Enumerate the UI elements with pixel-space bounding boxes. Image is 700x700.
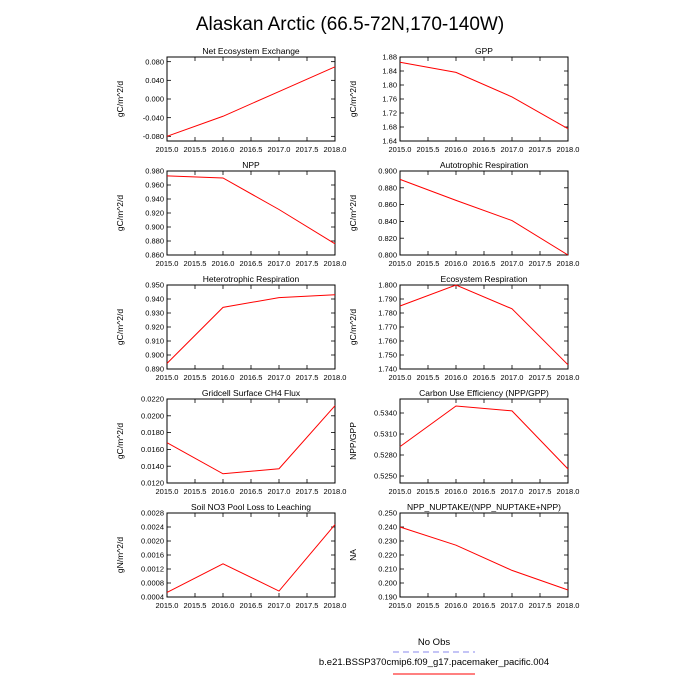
- x-tick-label: 2015.0: [155, 259, 179, 268]
- panel-title: Autotrophic Respiration: [439, 160, 529, 170]
- y-tick-label: 1.800: [378, 280, 397, 290]
- y-tick-label: 0.190: [378, 592, 397, 602]
- y-tick-label: 0.040: [145, 75, 164, 85]
- x-tick-label: 2017.0: [267, 145, 291, 154]
- panel-title: Net Ecosystem Exchange: [202, 46, 300, 56]
- panel-4: [115, 274, 346, 382]
- x-tick-label: 2015.0: [155, 487, 179, 496]
- x-tick-label: 2015.0: [388, 259, 412, 268]
- panel-3: [348, 160, 579, 268]
- panel-1: [348, 46, 579, 154]
- x-tick-label: 2017.0: [267, 487, 291, 496]
- y-axis-label: gC/m^2/d: [348, 194, 358, 232]
- y-tick-label: 1.64: [382, 136, 397, 146]
- y-tick-label: 0.250: [378, 508, 397, 518]
- x-tick-label: 2017.5: [528, 145, 552, 154]
- y-tick-label: 0.0028: [141, 508, 164, 518]
- y-tick-label: 0.980: [145, 166, 164, 176]
- x-tick-label: 2017.0: [500, 487, 524, 496]
- y-tick-label: 0.5250: [374, 471, 397, 481]
- x-tick-label: 2015.5: [183, 145, 207, 154]
- y-tick-label: 0.220: [378, 550, 397, 560]
- x-tick-label: 2018.0: [556, 145, 580, 154]
- x-tick-label: 2015.5: [183, 487, 207, 496]
- panel-6: [115, 388, 346, 496]
- panel-title: Heterotrophic Respiration: [202, 274, 300, 284]
- x-tick-label: 2016.5: [239, 487, 263, 496]
- plot-frame: [400, 399, 568, 483]
- x-tick-label: 2016.5: [472, 487, 496, 496]
- figure-title: Alaskan Arctic (66.5-72N,170-140W): [195, 14, 505, 35]
- x-tick-label: 2018.0: [323, 145, 347, 154]
- series-line: [400, 62, 568, 129]
- series-line: [167, 406, 335, 474]
- y-tick-label: 1.760: [378, 336, 397, 346]
- x-tick-label: 2016.0: [211, 145, 235, 154]
- y-tick-label: 0.840: [378, 217, 397, 226]
- series-line: [167, 295, 335, 364]
- x-tick-label: 2018.0: [556, 487, 580, 496]
- x-tick-label: 2016.0: [444, 373, 468, 382]
- x-tick-label: 2016.0: [211, 259, 235, 268]
- x-tick-label: 2015.5: [183, 373, 207, 382]
- y-tick-label: 0.0024: [141, 522, 164, 532]
- plot-frame: [400, 57, 568, 141]
- series-line: [167, 525, 335, 593]
- x-tick-label: 2017.0: [500, 145, 524, 154]
- series-line: [167, 176, 335, 244]
- x-tick-label: 2016.5: [472, 259, 496, 268]
- y-axis-label: gC/m^2/d: [348, 308, 358, 346]
- y-tick-label: 0.0012: [141, 564, 164, 574]
- x-tick-label: 2015.0: [388, 601, 412, 610]
- panel-7: [348, 388, 579, 496]
- x-tick-label: 2016.5: [472, 601, 496, 610]
- y-tick-label: -0.040: [142, 113, 164, 123]
- x-tick-label: 2015.5: [183, 259, 207, 268]
- x-tick-label: 2016.0: [444, 487, 468, 496]
- x-tick-label: 2015.0: [155, 145, 179, 154]
- x-tick-label: 2016.5: [239, 145, 263, 154]
- y-tick-label: 1.750: [378, 350, 397, 360]
- y-tick-label: 0.920: [145, 322, 164, 332]
- panel-title: Gridcell Surface CH4 Flux: [201, 388, 301, 398]
- x-tick-label: 2015.5: [416, 373, 440, 382]
- y-tick-label: 0.080: [145, 57, 164, 67]
- x-tick-label: 2017.0: [500, 601, 524, 610]
- x-tick-label: 2018.0: [323, 373, 347, 382]
- x-tick-label: 2016.0: [444, 259, 468, 268]
- y-tick-label: 0.860: [145, 250, 164, 260]
- y-tick-label: 1.80: [382, 80, 397, 90]
- plot-frame: [167, 171, 335, 255]
- y-axis-label: NA: [348, 549, 358, 561]
- series-line: [400, 406, 568, 469]
- x-tick-label: 2017.5: [295, 259, 319, 268]
- panel-2: [115, 160, 346, 268]
- x-tick-label: 2017.5: [295, 487, 319, 496]
- x-tick-label: 2017.5: [528, 487, 552, 496]
- series-line: [400, 285, 568, 365]
- y-tick-label: 1.790: [378, 294, 397, 304]
- x-tick-label: 2015.5: [183, 601, 207, 610]
- legend-model-label: b.e21.BSSP370cmip6.f09_g17.pacemaker_pacific.004: [318, 657, 550, 668]
- y-tick-label: 0.960: [145, 180, 164, 190]
- y-tick-label: 0.0160: [141, 445, 164, 454]
- y-tick-label: 1.770: [378, 322, 397, 332]
- plot-frame: [167, 57, 335, 141]
- y-tick-label: 0.880: [378, 183, 397, 193]
- y-tick-label: 0.200: [378, 578, 397, 588]
- y-tick-label: 0.0200: [141, 411, 164, 421]
- x-tick-label: 2017.0: [500, 373, 524, 382]
- y-tick-label: 1.780: [378, 308, 397, 318]
- y-axis-label: gC/m^2/d: [115, 194, 125, 232]
- y-tick-label: 0.0220: [141, 394, 164, 404]
- legend-obs-label: No Obs: [417, 637, 451, 648]
- x-tick-label: 2016.0: [444, 145, 468, 154]
- y-tick-label: 0.950: [145, 280, 164, 290]
- y-tick-label: 0.0016: [141, 550, 164, 560]
- x-tick-label: 2015.0: [155, 373, 179, 382]
- y-tick-label: 0.880: [145, 236, 164, 246]
- x-tick-label: 2017.5: [528, 373, 552, 382]
- panel-9: [348, 502, 579, 610]
- y-tick-label: 1.68: [382, 122, 397, 132]
- y-axis-label: gC/m^2/d: [115, 80, 125, 118]
- x-tick-label: 2015.5: [416, 487, 440, 496]
- plot-frame: [400, 285, 568, 369]
- plot-frame: [400, 171, 568, 255]
- y-tick-label: 0.890: [145, 364, 164, 374]
- x-tick-label: 2017.0: [267, 373, 291, 382]
- x-tick-label: 2015.5: [416, 145, 440, 154]
- panel-5: [348, 274, 579, 382]
- x-tick-label: 2015.0: [155, 601, 179, 610]
- y-axis-label: NPP/GPP: [348, 422, 358, 460]
- y-tick-label: 0.900: [145, 222, 164, 232]
- y-tick-label: 0.5310: [374, 429, 397, 439]
- y-tick-label: 0.930: [145, 308, 164, 318]
- x-tick-label: 2017.0: [267, 601, 291, 610]
- y-axis-label: gC/m^2/d: [348, 80, 358, 118]
- panel-0: [115, 46, 346, 154]
- y-tick-label: 1.84: [382, 66, 397, 76]
- y-tick-label: 0.000: [145, 94, 164, 104]
- series-line: [400, 179, 568, 255]
- y-tick-label: 1.72: [382, 108, 397, 118]
- y-axis-label: gC/m^2/d: [115, 308, 125, 346]
- panel-title: NPP_NUPTAKE/(NPP_NUPTAKE+NPP): [407, 502, 561, 512]
- x-tick-label: 2017.0: [267, 259, 291, 268]
- y-tick-label: 0.0004: [141, 592, 164, 602]
- y-tick-label: 0.0020: [141, 536, 164, 546]
- y-tick-label: 0.5280: [374, 450, 397, 460]
- x-tick-label: 2016.0: [211, 487, 235, 496]
- y-axis-label: gN/m^2/d: [115, 536, 125, 574]
- y-tick-label: 0.910: [145, 336, 164, 346]
- panel-8: [115, 502, 346, 610]
- y-tick-label: 0.860: [378, 200, 397, 210]
- x-tick-label: 2018.0: [323, 487, 347, 496]
- y-tick-label: 1.88: [382, 52, 397, 62]
- series-line: [400, 527, 568, 590]
- y-tick-label: 0.900: [145, 350, 164, 360]
- y-tick-label: 0.940: [145, 194, 164, 204]
- x-tick-label: 2018.0: [323, 601, 347, 610]
- x-tick-label: 2016.5: [239, 259, 263, 268]
- x-tick-label: 2018.0: [323, 259, 347, 268]
- y-tick-label: 0.240: [378, 522, 397, 532]
- x-tick-label: 2017.5: [528, 259, 552, 268]
- y-tick-label: 0.230: [378, 536, 397, 546]
- panel-title: Carbon Use Efficiency (NPP/GPP): [419, 388, 549, 398]
- x-tick-label: 2016.5: [472, 145, 496, 154]
- x-tick-label: 2017.0: [500, 259, 524, 268]
- x-tick-label: 2017.5: [295, 601, 319, 610]
- x-tick-label: 2015.0: [388, 145, 412, 154]
- plot-frame: [400, 513, 568, 597]
- series-line: [167, 67, 335, 137]
- x-tick-label: 2018.0: [556, 601, 580, 610]
- y-tick-label: 0.0120: [141, 478, 164, 488]
- y-tick-label: 0.0140: [141, 461, 164, 471]
- x-tick-label: 2015.0: [388, 487, 412, 496]
- x-tick-label: 2017.5: [295, 373, 319, 382]
- x-tick-label: 2016.0: [211, 601, 235, 610]
- x-tick-label: 2015.0: [388, 373, 412, 382]
- y-tick-label: 0.820: [378, 233, 397, 243]
- x-tick-label: 2018.0: [556, 373, 580, 382]
- y-tick-label: 0.0180: [141, 428, 164, 438]
- panel-title: GPP: [475, 46, 493, 56]
- x-tick-label: 2016.5: [472, 373, 496, 382]
- x-tick-label: 2018.0: [556, 259, 580, 268]
- y-tick-label: 0.920: [145, 208, 164, 218]
- x-tick-label: 2016.5: [239, 601, 263, 610]
- y-tick-label: 0.0008: [141, 578, 164, 588]
- y-tick-label: 0.5340: [374, 408, 397, 418]
- panels: [115, 46, 579, 610]
- legend: [319, 637, 549, 674]
- x-tick-label: 2016.0: [211, 373, 235, 382]
- x-tick-label: 2017.5: [295, 145, 319, 154]
- y-tick-label: 0.940: [145, 294, 164, 304]
- panel-title: Soil NO3 Pool Loss to Leaching: [190, 502, 312, 512]
- plot-frame: [167, 285, 335, 369]
- x-tick-label: 2015.5: [416, 601, 440, 610]
- y-tick-label: 1.740: [378, 364, 397, 374]
- y-axis-label: gC/m^2/d: [115, 422, 125, 460]
- y-tick-label: 0.900: [378, 166, 397, 176]
- y-tick-label: 1.76: [382, 94, 397, 104]
- y-tick-label: 0.210: [378, 564, 397, 574]
- panel-title: NPP: [242, 160, 260, 170]
- x-tick-label: 2016.0: [444, 601, 468, 610]
- plot-frame: [167, 399, 335, 483]
- x-tick-label: 2016.5: [239, 373, 263, 382]
- panel-title: Ecosystem Respiration: [440, 274, 528, 284]
- y-tick-label: -0.080: [142, 131, 164, 141]
- x-tick-label: 2017.5: [528, 601, 552, 610]
- x-tick-label: 2015.5: [416, 259, 440, 268]
- y-tick-label: 0.800: [378, 250, 397, 260]
